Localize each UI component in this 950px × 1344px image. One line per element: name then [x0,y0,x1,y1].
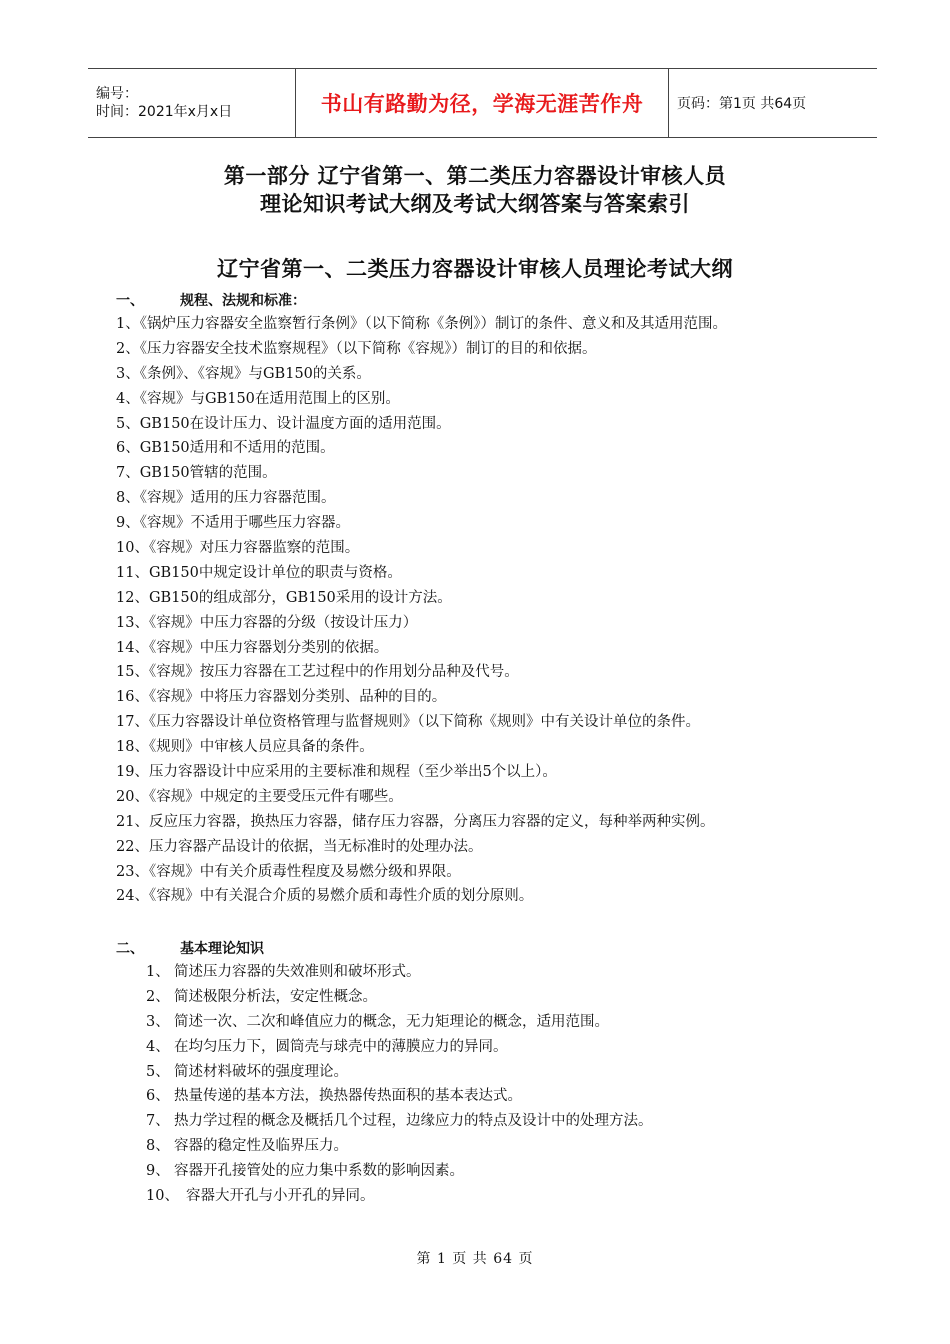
list-item [146,1084,876,1109]
list-item-text: 在均匀压力下，圆筒壳与球壳中的薄膜应力的异同。 [174,1038,508,1055]
section-1-number: 一、 [116,293,144,309]
list-item: 24、《容规》中有关混合介质的易燃介质和毒性介质的划分原则。 [116,888,534,905]
list-item-number: 5、 [146,1063,170,1080]
list-item: 23、《容规》中有关介质毒性程度及易燃分级和界限。 [116,863,461,880]
header-motto-cell [296,69,669,137]
section-1-list [116,312,876,909]
section-2-heading [116,938,264,958]
header-motto: 书山有路勤为径，学海无涯苦作舟 [320,92,644,116]
list-item: 17、《压力容器设计单位资格管理与监督规则》（以下简称《规则》中有关设计单位的条件。 [116,714,700,731]
list-item: 2、《压力容器安全技术监察规程》（以下简称《容规》）制订的目的和依据。 [116,340,597,357]
list-item: 22、压力容器产品设计的依据，当无标准时的处理办法。 [116,838,483,855]
list-item [146,1159,876,1184]
list-item [146,1109,876,1134]
list-item-text: 热力学过程的概念及概括几个过程，边缘应力的特点及设计中的处理方法。 [174,1113,653,1130]
list-item: 16、《容规》中将压力容器划分类别、品种的目的。 [116,689,447,706]
list-item [146,1060,876,1085]
list-item-number: 4、 [146,1038,170,1055]
list-item: 6、GB150适用和不适用的范围。 [116,440,335,457]
list-item-number: 7、 [146,1113,170,1130]
list-item: 8、《容规》适用的压力容器范围。 [116,490,336,507]
section-1-title: 规程、法规和标准： [180,293,306,309]
list-item-number: 8、 [146,1138,170,1155]
list-item-number: 6、 [146,1088,170,1105]
list-item-text: 容器大开孔与小开孔的异同。 [186,1188,375,1205]
list-item: 9、《容规》不适用于哪些压力容器。 [116,515,350,532]
list-item: 1、《锅炉压力容器安全监察暂行条例》（以下简称《条例》）制订的条件、意义和及其适用范围。 [116,316,727,332]
document-title-line-2: 理论知识考试大纲及考试大纲答案与答案索引 [260,192,690,216]
list-item [146,1184,876,1209]
document-title-line-1: 第一部分 辽宁省第一、第二类压力容器设计审核人员 [223,164,727,188]
list-item: 14、《容规》中压力容器划分类别的依据。 [116,639,389,656]
section-2-title: 基本理论知识 [180,941,264,957]
section-main-title: 辽宁省第一、二类压力容器设计审核人员理论考试大纲 [217,257,733,281]
list-item-text: 简述极限分析法，安定性概念。 [174,988,377,1005]
list-item-number: 9、 [146,1163,170,1180]
list-item-text: 简述一次、二次和峰值应力的概念，无力矩理论的概念，适用范围。 [174,1013,609,1030]
list-item: 15、《容规》按压力容器在工艺过程中的作用划分品种及代号。 [116,664,519,681]
list-item: 19、压力容器设计中应采用的主要标准和规程（至少举出5个以上）。 [116,764,557,781]
list-item: 18、《规则》中审核人员应具备的条件。 [116,739,374,756]
list-item [146,960,876,985]
list-item-number: 1、 [146,964,170,980]
list-item-number: 10、 [146,1188,179,1205]
list-item: 21、反应压力容器，换热压力容器，储存压力容器，分离压力容器的定义，每种举两种实例。 [116,813,715,830]
header-page-cell [669,69,806,137]
list-item: 20、《容规》中规定的主要受压元件有哪些。 [116,788,403,805]
section-2-list [146,960,876,1209]
list-item: 4、《容规》与GB150在适用范围上的区别。 [116,390,400,407]
list-item-number: 3、 [146,1013,170,1030]
list-item-text: 简述材料破坏的强度理论。 [174,1063,348,1080]
list-item: 12、GB150的组成部分，GB150采用的设计方法。 [116,589,452,606]
header-left-cell [88,69,296,137]
list-item: 3、《条例》、《容规》与GB150的关系。 [116,365,371,382]
list-item-text: 热量传递的基本方法，换热器传热面积的基本表达式。 [174,1088,522,1105]
page-footer: 第 1 页 共 64 页 [416,1251,534,1267]
document-number-label: 编号： [96,86,138,102]
list-item: 5、GB150在设计压力、设计温度方面的适用范围。 [116,415,451,432]
list-item: 11、GB150中规定设计单位的职责与资格。 [116,564,402,581]
header-page-info: 页码：第1页 共64页 [677,96,807,112]
section-2-number: 二、 [116,941,144,957]
list-item-text: 简述压力容器的失效准则和破坏形式。 [174,964,421,980]
list-item: 13、《容规》中压力容器的分级（按设计压力） [116,614,418,631]
list-item [146,985,876,1010]
list-item [146,1134,876,1159]
list-item: 7、GB150管辖的范围。 [116,465,277,482]
list-item-text: 容器的稳定性及临界压力。 [174,1138,348,1155]
list-item: 10、《容规》对压力容器监察的范围。 [116,540,360,557]
document-time-label: 时间：2021年x月x日 [96,104,233,120]
list-item [146,1010,876,1035]
list-item-number: 2、 [146,988,170,1005]
list-item-text: 容器开孔接管处的应力集中系数的影响因素。 [174,1163,464,1180]
list-item [146,1035,876,1060]
section-1-heading [116,290,306,310]
page-header [88,68,877,138]
